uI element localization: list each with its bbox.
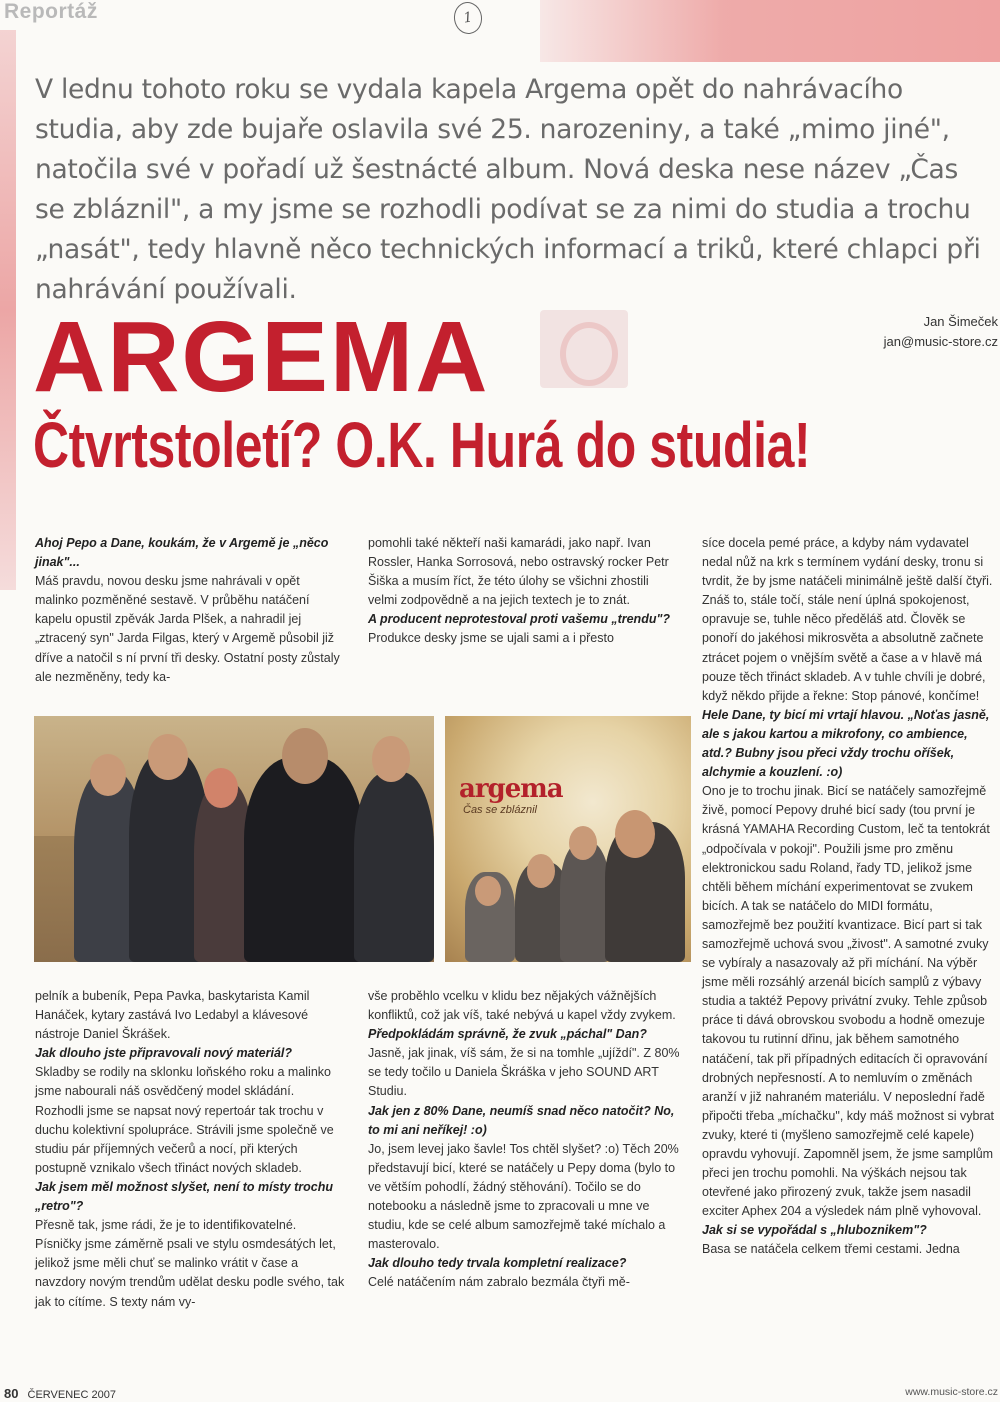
watermark-logo-icon — [540, 310, 628, 388]
interview-answer: vše proběhlo vcelku v klidu bez nějakých vážnějších konfliktů, což jak víš, také nebývá u kapel vždy zvykem. — [368, 989, 676, 1023]
interview-question: Jak jen z 80% Dane, neumíš snad něco natočit? No, to mi ani neříkej! :o) — [368, 1103, 675, 1137]
lead-paragraph: V lednu tohoto roku se vydala kapela Argema opět do nahrávacího studia, aby zde bujaře oslavila své 25. narozeniny, a také „mimo jiné", natočila své v pořadí už šestnácté album. Nová deska nese název „Čas se zbláznil", a my jsme se rozhodli podívat se za nimi do studia a trochu „nasát", tedy hlavně něco technických informací a triků, které chlapci při nahrávání používali. — [35, 74, 981, 305]
column-2-top — [368, 534, 678, 649]
author-email[interactable]: jan@music-store.cz — [883, 334, 998, 349]
interview-answer: Celé natáčením nám zabralo bezmála čtyři mě- — [368, 1275, 630, 1290]
interview-question: Hele Dane, ty bicí mi vrtají hlavou. „Noťas jasně, ale s jakou kartou a mikrofony, co ambience, atd.? Bubny jsou přeci vždy trochu oříšek, alchymie a kouzlení. :o) — [702, 707, 990, 780]
interview-question: Jak si se vypořádal s „hluboznikem"? — [702, 1223, 927, 1238]
interview-answer: pelník a bubeník, Pepa Pavka, baskytarista Kamil Hanáček, kytary zastává Ivo Ledabyl a klávesové nástroje Daniel Škrášek. — [35, 989, 310, 1042]
interview-question: Ahoj Pepo a Dane, koukám, že v Argemě je „něco jinak"... — [35, 536, 329, 570]
column-1-bottom — [35, 987, 345, 1312]
album-cover — [445, 716, 691, 962]
footer-website[interactable]: www.music-store.cz — [905, 1386, 998, 1398]
interview-answer: pomohli také někteří naši kamarádi, jako např. Ivan Rossler, Hanka Sorrosová, nebo ostravský rocker Petr Šiška a musím říct, že této úlohy se všichni zhostili velmi zodpovědně a na jejich textech je to znát. — [368, 536, 669, 608]
article-subtitle: Čtvrtstoletí? O.K. Hurá do studia! — [33, 409, 811, 481]
cover-album-name: Čas se zbláznil — [463, 804, 537, 816]
band-photo — [34, 716, 434, 962]
column-1-top — [35, 534, 345, 687]
section-label: Reportáž — [4, 0, 98, 23]
issue-date: ČERVENEC 2007 — [27, 1389, 116, 1401]
header-color-band — [540, 0, 1000, 62]
column-2-bottom — [368, 987, 680, 1293]
author-block — [884, 312, 998, 352]
cover-band-name: argema — [459, 774, 563, 804]
handwritten-page-mark: 1 — [452, 0, 484, 36]
interview-answer: Přesně tak, jsme rádi, že je to identifikovatelné. Písničky jsme záměrně psali ve stylu osmdesátých let, jelikož jsme měli chuť se malinko vrátit v čase a navzdory novým trendům udělat desku podle svého, tak jak to cítíme. S texty nám vy- — [35, 1218, 345, 1309]
interview-answer: Jo, jsem levej jako šavle! Tos chtěl slyšet? :o) Těch 20% představují bicí, které se natáčely u Pepy doma (bylo to ve větším pohodlí, žádný stěhování). Točilo se do notebooku a následně jsme to zpracovali u mne ve studiu, kde se celé album samozřejmě také míchalo a masterovalo. — [368, 1141, 679, 1252]
side-color-band — [0, 30, 16, 590]
interview-answer: Ono je to trochu jinak. Bicí se natáčely samozřejmě živě, pomocí Pepovy druhé bicí sady (tou první je krásná YAMAHA Recording Custom, leč ta tentokrát „odpočívala v pokoji". Použili jsme pro změnu elektronickou sadu Roland, řady TD, jelikož jsme chtěli během míchání experimentovat se zvukem bicích. A tak se natáčelo do MIDI formátu, samozřejmě bez použití kvantizace. Bicí part si tak samozřejmě uchová svou „živost". A samotné zvuky se vybíraly a nasazovaly až při míchání. Na výběr jsme měli rozsáhlý arzenál bicích samplů z výbavy studia a taktéž Pepovy privátní zvuky. Tehle způsob práce ti dává obrovskou svobodu a hodně omezuje takovou tu rutinní dřinu, jak během samotného natáčení, tak při případných editacích či opravování drobných nepřesností. A to nemluvím o změnách aranží v již nahraném materiálu. V neposlední řadě připočti třeba „míchačku", kdy máš možnost si vybrat zvuky, které ti (myšleno samozřejmě celé kapele) opravdu vyhovují. Zapomněl jsem, že jsme samplům přeci jen trochu pomohli. Na výškách nejsou tak otevřené jako přirozený zvuk, takže jsem nasadil exciter Aphex 204 a výsledek nám plně vyhovoval. — [702, 784, 995, 1219]
interview-question: A producent neprotestoval proti vašemu „trendu"? — [368, 612, 671, 627]
article-title: ARGEMA — [33, 301, 490, 413]
column-3 — [702, 534, 1000, 1260]
interview-answer: Basa se natáčela celkem třemi cestami. Jedna — [702, 1242, 960, 1257]
interview-answer: síce docela pemé práce, a kdyby nám vydavatel nedal nůž na krk s termínem vydání desky, tronu si tvrdit, že by jsme natáčeli minimálně ještě další čtyři. Znáš to, stále točí, stále není úplná spokojenost, opravuje se, tuhle něco předěláš atd. Člověk se ponoří do jakéhosi mikrosvěta a absolutně začnete ztrácet pojem o vnějším světě a čase a v hlavě má pouze těch třináct skladeb. A v tuhle chvíli je dobré, když někdo přijde a řekne: Stop pánové, končíme! — [702, 536, 993, 703]
page-number: 80 — [4, 1386, 19, 1401]
interview-answer: Produkce desky jsme se ujali sami a i přesto — [368, 631, 614, 646]
interview-answer: Máš pravdu, novou desku jsme nahrávali v opět malinko pozměněné sestavě. V průběhu natáčení kapelu opustil zpěvák Jarda Plšek, a nahradil jej „ztracený syn" Jarda Filgas, který v Argemě působil již dříve a natočil s ní první tři desky. Ostatní posty zůstaly ale nezměněny, tedy ka- — [35, 574, 340, 684]
author-name: Jan Šimeček — [923, 314, 998, 329]
interview-question: Jak jsem měl možnost slyšet, není to místy trochu „retro"? — [35, 1179, 334, 1214]
interview-answer: Skladby se rodily na sklonku loňského roku a malinko jsme nabourali náš osvědčený model skládání. Rozhodli jsme se napsat nový repertoár tak trochu v duchu kolektivní spolupráce. Strávili jsme společně ve studiu pár příjemných večerů a nocí, při kterých postupně vznikalo všech třináct nových skladeb. — [35, 1065, 334, 1175]
interview-question: Jak dlouho tedy trvala kompletní realizace? — [368, 1256, 627, 1271]
interview-answer: Jasně, jak jinak, víš sám, že si na tomhle „ujíždí". Z 80% se tedy točilo u Daniela Škráška v jeho SOUND ART Studiu. — [368, 1046, 680, 1099]
footer-left — [4, 1386, 116, 1401]
interview-question: Předpokládám správně, že zvuk „páchal" Dan? — [368, 1027, 647, 1042]
interview-question: Jak dlouho jste připravovali nový materiál? — [35, 1046, 293, 1061]
